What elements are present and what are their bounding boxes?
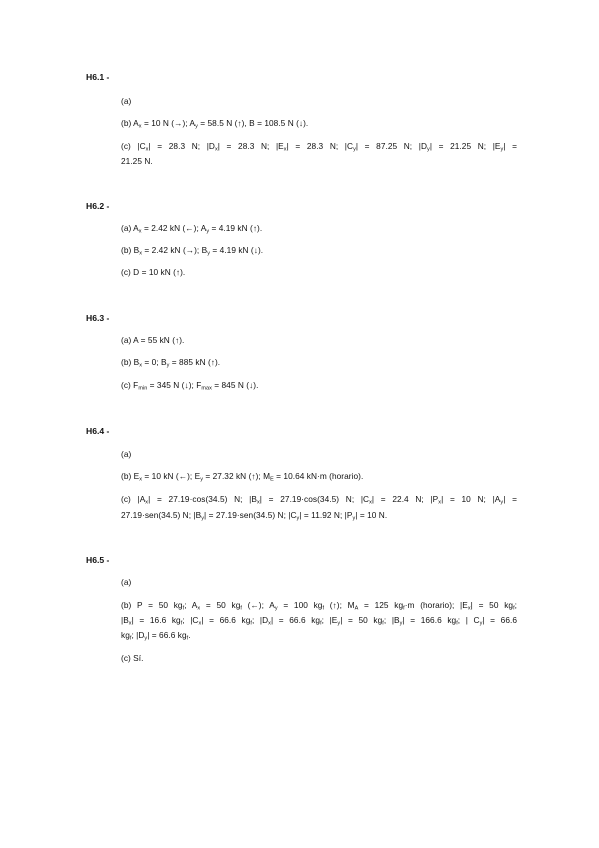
answer-line: (b) $B_x = 0$; $B_y = 885$ kN (↑). <box>121 357 221 369</box>
answer-line: (c) $|A_x| = 27.19\cdot\cos(34.5)$ N; $|B_x| = 27.19\cdot\cos(34.5)$ N; $|C_x| = 22.4$ N; $|P_x| = 10$ N; $|A_y|$ = <box>121 494 517 506</box>
section-title-h6-4: H6.4 - <box>86 426 110 436</box>
answer-line: (a) <box>121 449 132 459</box>
answer-line: (c) Sí. <box>121 653 144 663</box>
answer-line: (b) $A_x = 10$ N (→); $A_y = 58.5$ N (↑), B = 108.5 N (↓). <box>121 118 309 130</box>
answer-line: (a) A = 55 kN (↑). <box>121 335 185 345</box>
answer-line: (c) D = 10 kN (↑). <box>121 267 186 277</box>
answer-line: (a) $A_x = 2.42$ kN (←); $A_y = 4.19$ kN (↑). <box>121 223 263 235</box>
answer-line: (c) $F_{min} = 345$ N (↓); $F_{max} = 845$ N (↓). <box>121 380 259 392</box>
section-title-h6-1: H6.1 - <box>86 72 110 82</box>
answer-line: 21.25 N. <box>121 156 153 166</box>
answer-line: $kg_f$; $|D_y| = 66.6$ $kg_f$. <box>121 630 191 642</box>
section-title-h6-5: H6.5 - <box>86 555 110 565</box>
answer-line: (a) <box>121 96 132 106</box>
section-title-h6-2: H6.2 - <box>86 201 110 211</box>
section-title-h6-3: H6.3 - <box>86 313 110 323</box>
answer-line: 27.19·sen(34.5) N; $|B_y| = 27.19\cdot sen(34.5)$ N; $|C_y| = 11.92$ N; $|P_y| = 10$ N. <box>121 510 388 522</box>
answer-line: (c) $|C_x| = 28.3$ N; $|D_x| = 28.3$ N; $|E_x| = 28.3$ N; $|C_y| = 87.25$ N; $|D_y| = 21.25$ N; $|E_y|$ = <box>121 141 517 153</box>
answer-line: $|B_x| = 16.6$ $kg_f$; $|C_x| = 66.6$ $kg_f$; $|D_x| = 66.6$ $kg_f$; $|E_y| = 50$ $kg_f$; $|B_y| = 166.6$ $kg_f$; | $C_y| = 66.6$ <box>121 615 518 627</box>
answer-line: (b) $E_x = 10$ kN (←); $E_y = 27.32$ kN (↑); $M_E = 10.64$ kN·m (horario). <box>121 471 364 483</box>
answer-line: (b) $B_x = 2.42$ kN (→); $B_y = 4.19$ kN (↓). <box>121 245 264 257</box>
answer-line: (b) P = 50 $kg_f$; $A_x = 50$ $kg_f$ (←); $A_y = 100$ $kg_f$ (↑); $M_A = 125$ $kg_f\cdot m$ (horario); $|E_x| = 50$ $kg_f$; <box>121 600 517 612</box>
answer-line: (a) <box>121 577 132 587</box>
